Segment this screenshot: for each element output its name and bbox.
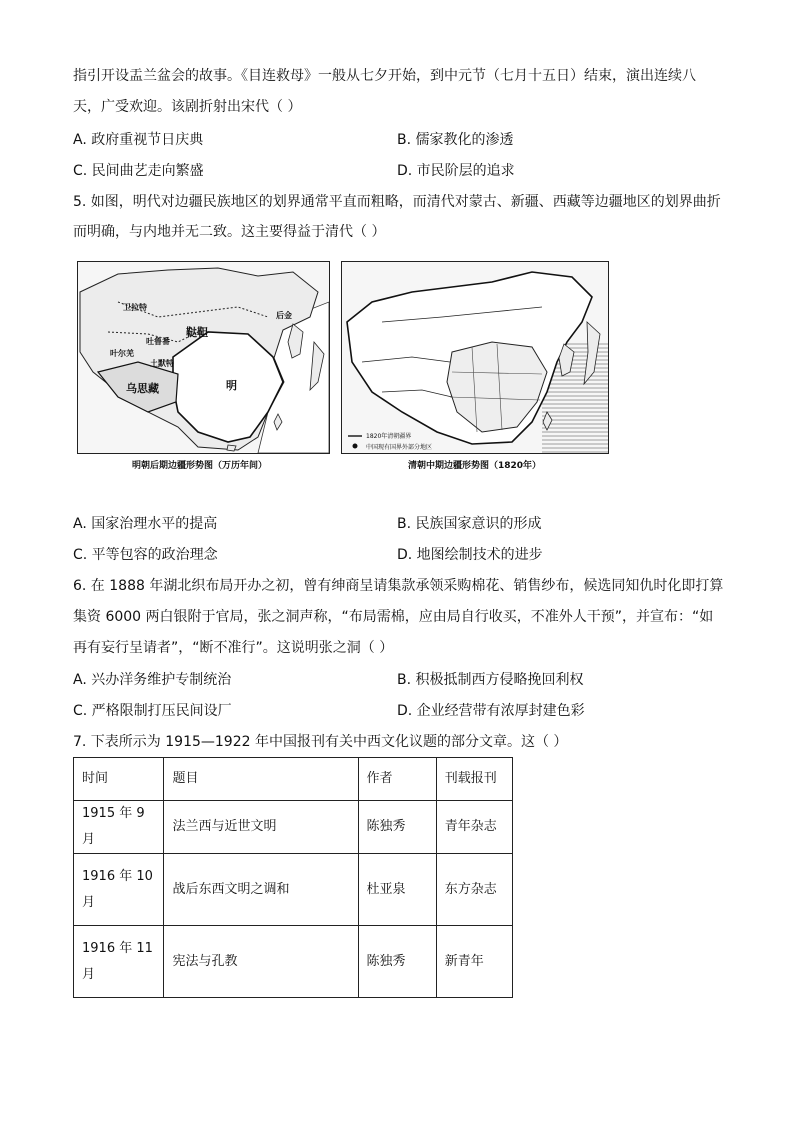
q4-option-d[interactable]: D. 市民阶层的追求	[397, 163, 515, 179]
header-time: 时间	[74, 758, 164, 801]
map-label-ming: 明	[226, 379, 237, 392]
qing-map-caption: 清朝中期边疆形势图（1820年）	[408, 461, 542, 471]
articles-table	[73, 757, 513, 998]
cell-title: 战后东西文明之调和	[164, 854, 358, 926]
map-label-oirat: 卫拉特	[123, 303, 147, 312]
table-row	[74, 801, 513, 854]
q6-option-a[interactable]: A. 兴办洋务维护专制统治	[73, 672, 232, 688]
cell-author: 陈独秀	[358, 801, 436, 854]
cell-time: 1915 年 9 月	[74, 801, 164, 854]
cell-time: 1916 年 11 月	[74, 926, 164, 998]
q4-option-c[interactable]: C. 民间曲艺走向繁盛	[73, 163, 204, 179]
qing-border-map	[341, 261, 609, 454]
q5-option-b[interactable]: B. 民族国家意识的形成	[397, 516, 542, 532]
ming-border-map	[77, 261, 330, 454]
q4-option-a[interactable]: A. 政府重视节日庆典	[73, 132, 204, 148]
cell-author: 陈独秀	[358, 926, 436, 998]
q7-stem: 7. 下表所示为 1915—1922 年中国报刊有关中西文化议题的部分文章。这（ ）	[73, 734, 568, 750]
qing-map-legend-border: 1820年清朝疆界	[366, 433, 412, 440]
q5-stem-line2: 而明确，与内地并无二致。这主要得益于清代（ ）	[73, 224, 386, 240]
cell-time: 1916 年 10 月	[74, 854, 164, 926]
map-label-tatar: 鞑靼	[186, 326, 208, 339]
q4-option-b[interactable]: B. 儒家教化的渗透	[397, 132, 514, 148]
q6-stem-line2: 集资 6000 两白银附于官局，张之洞声称，“布局需棉，应由局自行收买，不准外人干预”，并宣布：“如	[73, 609, 714, 625]
header-journal: 刊载报刊	[436, 758, 512, 801]
cell-title: 法兰西与近世文明	[164, 801, 358, 854]
q6-stem-line1: 6. 在 1888 年湖北织布局开办之初，曾有绅商呈请集款承领采购棉花、销售纱布，候选同知仇时化即打算	[73, 578, 724, 594]
header-title: 题目	[164, 758, 358, 801]
qing-map-legend-area: 中国现有国界外部分地区	[366, 444, 433, 451]
q6-option-c[interactable]: C. 严格限制打压民间设厂	[73, 703, 232, 719]
q4-stem-line1: 指引开设盂兰盆会的故事。《目连救母》一般从七夕开始，到中元节（七月十五日）结束，演出连续八	[73, 68, 696, 84]
map-label-turpan: 吐鲁番	[146, 337, 170, 346]
qing-map-drawing	[342, 262, 608, 453]
cell-author: 杜亚泉	[358, 854, 436, 926]
header-author: 作者	[358, 758, 436, 801]
cell-journal: 东方杂志	[436, 854, 512, 926]
q5-option-c[interactable]: C. 平等包容的政治理念	[73, 547, 218, 563]
q5-option-d[interactable]: D. 地图绘制技术的进步	[397, 547, 543, 563]
q6-stem-line3: 再有妄行呈请者”，“断不准行”。这说明张之洞（ ）	[73, 640, 394, 656]
cell-journal: 青年杂志	[436, 801, 512, 854]
map-label-yarkand: 叶尔羌	[110, 349, 134, 358]
map-label-u-tsang: 乌思藏	[126, 382, 159, 395]
table-row	[74, 926, 513, 998]
map-label-tumed: 土默特	[150, 359, 174, 368]
cell-title: 宪法与孔教	[164, 926, 358, 998]
q6-option-b[interactable]: B. 积极抵制西方侵略挽回利权	[397, 672, 584, 688]
q4-stem-line2: 天，广受欢迎。该剧折射出宋代（ ）	[73, 99, 302, 115]
table-header-row	[74, 758, 513, 801]
q5-option-a[interactable]: A. 国家治理水平的提高	[73, 516, 218, 532]
map-label-later-jin: 后金	[276, 311, 292, 320]
cell-journal: 新青年	[436, 926, 512, 998]
ming-map-caption: 明朝后期边疆形势图（万历年间）	[132, 461, 268, 471]
q5-stem-line1: 5. 如图，明代对边疆民族地区的划界通常平直而粗略，而清代对蒙古、新疆、西藏等边疆地区的划界曲折	[73, 194, 721, 210]
q6-option-d[interactable]: D. 企业经营带有浓厚封建色彩	[397, 703, 585, 719]
table-row	[74, 854, 513, 926]
